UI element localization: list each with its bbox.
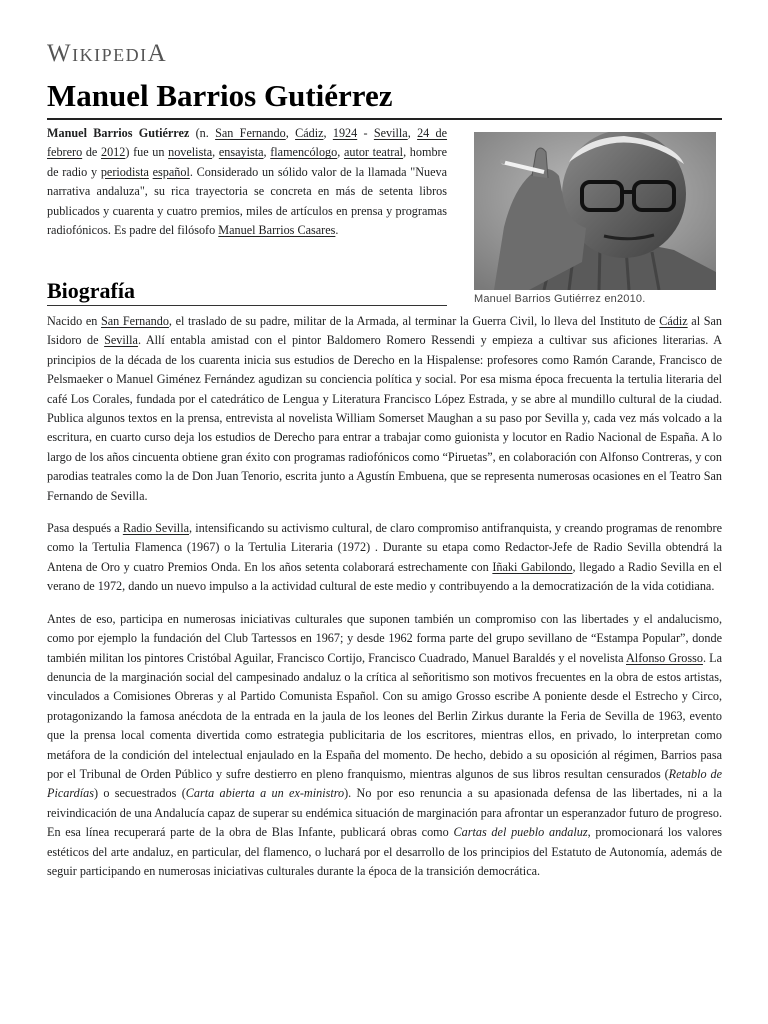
- section-heading-biografia: Biografía: [47, 278, 447, 306]
- lead-paragraph: Manuel Barrios Gutiérrez (n. San Fernando, Cádiz, 1924 - Sevilla, 24 de febrero de 2012) fue un novelista, ensayista, flamencólogo, autor teatral, hombre de radio y periodista español. Considerado un sólido valor de la llamada "Nueva narrativa andaluza", su rica trayectoria se concreta en más de setenta libros publicados y cuarenta y cuatro premios, miles de artículos en prensa y programas radiofónicos. Es padre del filósofo Manuel Barrios Casares.: [47, 126, 448, 238]
- link-sevilla[interactable]: Sevilla: [104, 333, 138, 348]
- link-san-fernando[interactable]: San Fernando: [215, 126, 286, 140]
- figure-caption: Manuel Barrios Gutiérrez en2010.: [474, 293, 646, 305]
- wordmark-letter: A: [147, 40, 168, 67]
- link-autor-teatral[interactable]: autor teatral: [343, 145, 404, 160]
- link-2012[interactable]: 2012: [100, 145, 126, 160]
- link-periodista[interactable]: periodista: [100, 164, 149, 179]
- book-title-cartas-pueblo: Cartas del pueblo andaluz: [453, 825, 588, 840]
- link-novelista[interactable]: novelista: [168, 145, 213, 160]
- biography-paragraph-1: Nacido en San Fernando, el traslado de su padre, militar de la Armada, al terminar la Guerra Civil, lo lleva del Instituto de Cádiz al San Isidoro de Sevilla. Allí entabla amistad con el pintor Baldomero Romero Ressendi y empieza a cultivar sus aficiones literarias. A principios de la década de los cuarenta inicia sus estudios de Derecho en la Hispalense: profesores como Ramón Carande, Francisco de Pelsmaeker o Manuel Giménez Fernández agudizan su conciencia política y social. Por esa misma época frecuenta la tertulia literaria del café Los Corales, fundada por el catedrático de Lengua y Literatura Francisco López Estrada, y se abre al mundillo cultural de la ciudad. Publica algunos textos en la prensa, entrevista al novelista William Somerset Maughan a su paso por Sevilla y, cada vez más volcado a la escritura, en cuarto curso deja los estudios de Derecho para entrar a trabajar como guionista y locutor en Radio Nacional de España. A lo largo de los años cincuenta obtiene gran éxito con programas radiofónicos como “Piruetas”, en colaboración con Alfonso Contreras, y con parodias teatrales como la de Don Juan Tenorio, escrita junto a Agustín Embuena, que se representa numerosas ocasiones en el Teatro San Fernando de Sevilla.: [47, 314, 723, 503]
- wordmark-letters: IKIPEDI: [72, 45, 148, 65]
- link-ensayista[interactable]: ensayista: [218, 145, 264, 160]
- link-espanol[interactable]: español: [152, 164, 190, 179]
- link-cadiz[interactable]: Cádiz: [295, 126, 324, 140]
- link-flamencologo[interactable]: flamencólogo: [270, 145, 338, 160]
- link-manuel-barrios-casares[interactable]: Manuel Barrios Casares: [218, 223, 336, 238]
- link-cadiz[interactable]: Cádiz: [659, 314, 688, 328]
- link-sevilla[interactable]: Sevilla: [373, 126, 408, 140]
- book-title-retablo: Retablo de Picardías: [47, 766, 722, 801]
- wordmark-letter: W: [47, 40, 73, 67]
- link-1924[interactable]: 1924: [332, 126, 358, 140]
- infobox-figure: [474, 132, 716, 305]
- book-title-carta-abierta: Carta abierta a un ex-ministro: [185, 786, 345, 801]
- link-alfonso-grosso[interactable]: Alfonso Grosso: [626, 650, 703, 665]
- wikipedia-wordmark[interactable]: [47, 40, 167, 68]
- link-inaki-gabilondo[interactable]: Iñaki Gabilondo: [492, 559, 573, 574]
- biography-section: [47, 312, 722, 894]
- biography-paragraph-2: Pasa después a Radio Sevilla, intensificando su activismo cultural, de claro compromiso antifranquista, y creando programas de renombre como la Tertulia Flamenca (1967) o la Tertulia Literaria (1972) . Durante su etapa como Redactor-Jefe de Radio Sevilla obtendrá la Antena de Oro y cuatro Premios Onda. En los años setenta colaborará estrechamente con Iñaki Gabilondo, llegado a Radio Sevilla en el verano de 1972, dando un nuevo impulso a la actividad cultural de este medio y contribuyendo a la democratización de la vida cotidiana.: [47, 521, 723, 594]
- biography-paragraph-3: Antes de eso, participa en numerosas iniciativas culturales que suponen también un compromiso con las libertades y el andalucismo, como por ejemplo la fundación del Club Tartessos en 1967; y desde 1962 forma parte del grupo sevillano de “Estampa Popular”, donde también militan los pintores Cristóbal Aguilar, Francisco Cortijo, Francisco Cuadrado, Manuel Baraldés y el novelista Alfonso Grosso. La denuncia de la marginación social del campesinado andaluz o la crítica al señoritismo son motivos frecuentes en la obra de estos artistas, vinculados a Comisiones Obreras y al Partido Comunista Español. Con su amigo Grosso escribe A poniente desde el Estrecho y Circo, protagonizando la famosa anécdota de la entrada en la jaula de los leones del Berlin Zirkus durante la Feria de Sevilla de 1963, evento que la prensa local comenta divertida como estrategia publicitaria de los escritores, mientras ellos, en privado, lo interpretan como metáfora de la condición del intelectual enjaulado en la España del momento. De hecho, debido a su oposición al régimen, Barrios pasa por el Tribunal de Orden Público y sufre destierro en pleno franquismo, mientras algunos de sus libros resultan censurados (Retablo de Picardías) o secuestrados (Carta abierta a un ex-ministro). No por eso renuncia a su apasionada defensa de las libertades, ni a la reivindicación de una Andalucía capaz de superar su endémica situación de marginación para afrontar un esperanzador futuro de progreso. En esa línea recuperará parte de la obra de Blas Infante, publicará obras como Cartas del pueblo andaluz, promocionará los valores estéticos del arte andaluz, en particular, del flamenco, o luchará por el desarrollo de los principios del Estatuto de Autonomía, además de seguir participando en numerosas iniciativas culturales durante la época de la transición democrática.: [47, 611, 722, 878]
- link-24-de-febrero[interactable]: 24 de febrero: [47, 126, 448, 160]
- link-radio-sevilla[interactable]: Radio Sevilla: [122, 521, 189, 536]
- page-title: Manuel Barrios Gutiérrez: [47, 78, 722, 120]
- subject-name: Manuel Barrios Gutiérrez: [47, 126, 190, 140]
- portrait-photo[interactable]: [474, 132, 716, 290]
- link-san-fernando[interactable]: San Fernando: [100, 314, 169, 328]
